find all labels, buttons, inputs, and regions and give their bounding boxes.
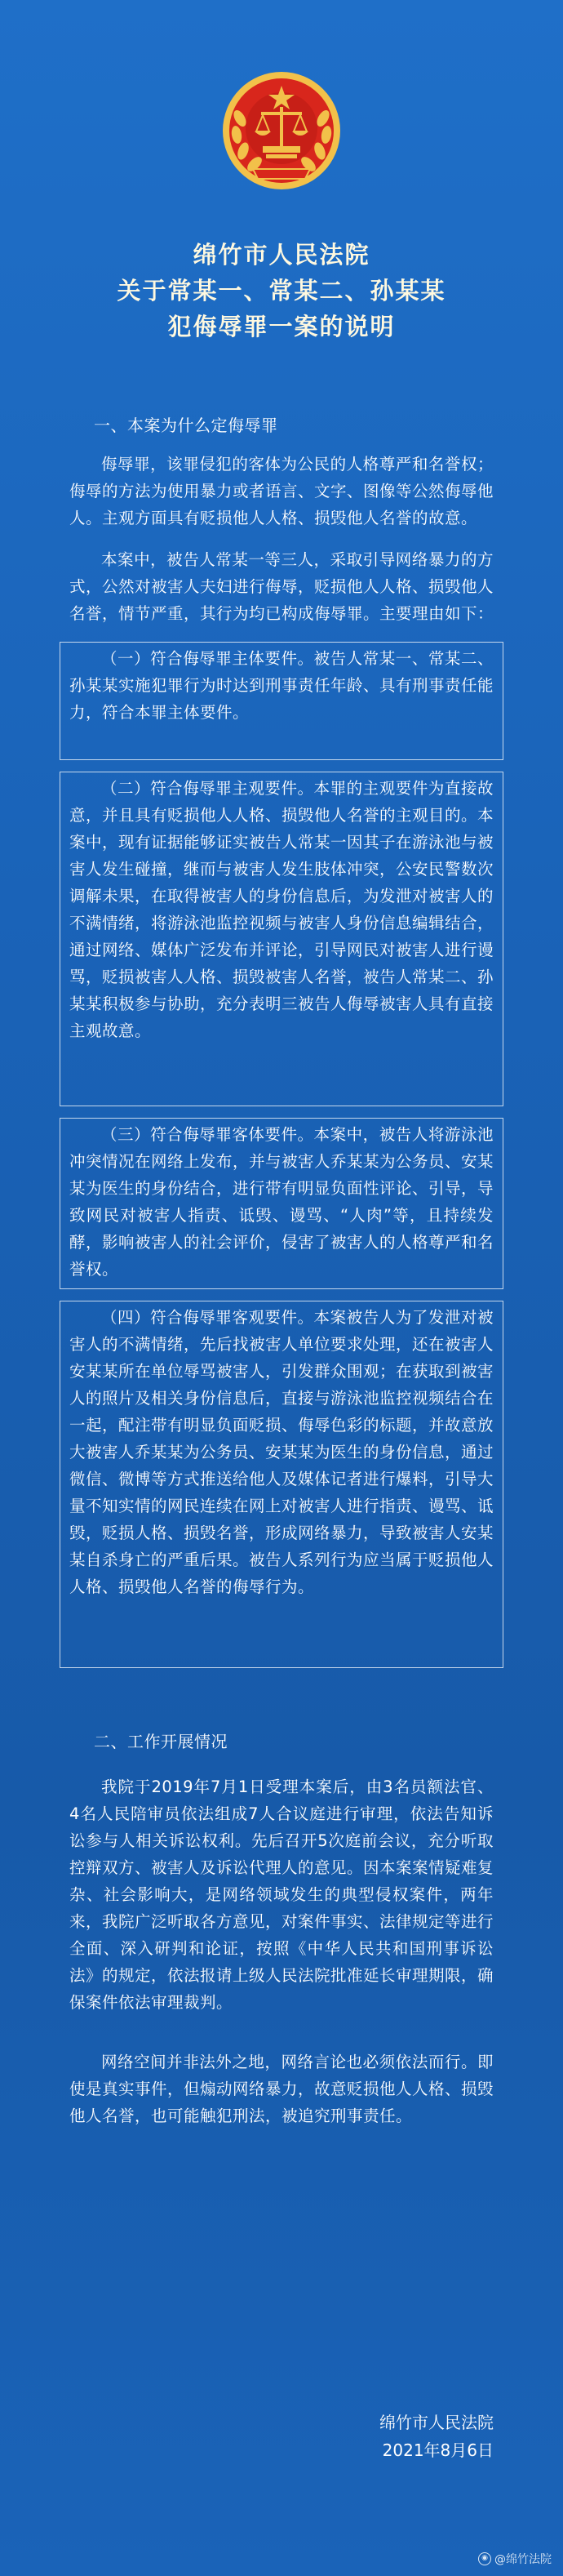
- section-1-para-2: 本案中，被告人常某一等三人，采取引导网络暴力的方式，公然对被害人夫妇进行侮辱，贬损他人人格、损毁他人名誉，情节严重，其行为均已构成侮辱罪。主要理由如下：: [69, 550, 494, 623]
- reason-item-3: （三）符合侮辱罪客体要件。本案中，被告人将游泳池冲突情况在网络上发布，并与被害人乔某某为公务员、安某某为医生的身份结合，进行带有明显负面性评论、引导，导致网民对被害人指责、诋毁、谩骂、“人肉”等，且持续发酵，影响被害人的社会评价，侵害了被害人的人格尊严和名誉权。: [69, 1125, 494, 1279]
- signature-date: 2021年8月6日: [382, 2440, 494, 2460]
- section-2-heading: 二、工作开展情况: [94, 1732, 228, 1751]
- section-2-para-1: 我院于2019年7月1日受理本案后，由3名员额法官、4名人民陪审员依法组成7人合议庭进行审理，依法告知诉讼参与人相关诉讼权利。先后召开5次庭前会议，充分听取控辩双方、被害人及诉讼代理人的意见。因本案案情疑难复杂、社会影响大，是网络领域发生的典型侵权案件，两年来，我院广泛听取各方意见，对案件事实、法律规定等进行全面、深入研判和论证，按照《中华人民共和国刑事诉讼法》的规定，依法报请上级人民法院批准延长审理期限，确保案件依法审理裁判。: [69, 1777, 494, 2012]
- title-line-1: 绵竹市人民法院: [193, 241, 370, 269]
- court-emblem-icon: [220, 69, 343, 192]
- reason-box-2: [60, 772, 503, 1106]
- signature-block: [379, 2409, 494, 2464]
- reason-box-1: [60, 642, 503, 760]
- weibo-icon: ◉: [478, 2552, 491, 2565]
- document-title: [0, 237, 563, 345]
- closing-statement: 网络空间并非法外之地，网络言论也必须依法而行。即使是真实事件，但煽动网络暴力，故意贬损他人人格、损毁他人名誉，也可能触犯刑法，被追究刑事责任。: [69, 2053, 494, 2125]
- title-line-2: 关于常某一、常某二、孙某某: [117, 277, 446, 305]
- reason-item-4: （四）符合侮辱罪客观要件。本案被告人为了发泄对被害人的不满情绪，先后找被害人单位要求处理，还在被害人安某某所在单位辱骂被害人，引发群众围观；在获取到被害人的照片及相关身份信息后，直接与游泳池监控视频结合在一起，配注带有明显负面贬损、侮辱色彩的标题，并故意放大被害人乔某某为公务员、安某某为医生的身份信息，通过微信、微博等方式推送给他人及媒体记者进行爆料，引导大量不知实情的网民连续在网上对被害人进行指责、谩骂、诋毁，贬损人格、损毁名誉，形成网络暴力，导致被害人安某某自杀身亡的严重后果。被告人系列行为应当属于贬损他人人格、损毁他人名誉的侮辱行为。: [69, 1308, 494, 1596]
- weibo-watermark: [478, 2551, 552, 2567]
- reason-box-3: [60, 1118, 503, 1289]
- reason-box-4: [60, 1301, 503, 1668]
- document-body: [69, 412, 494, 2144]
- section-1-para-1: 侮辱罪，该罪侵犯的客体为公民的人格尊严和名誉权；侮辱的方法为使用暴力或者语言、文字、图像等公然侮辱他人。主观方面具有贬损他人人格、损毁他人名誉的故意。: [69, 455, 494, 527]
- reason-item-1: （一）符合侮辱罪主体要件。被告人常某一、常某二、孙某某实施犯罪行为时达到刑事责任年龄、具有刑事责任能力，符合本罪主体要件。: [69, 649, 494, 722]
- watermark-text: @绵竹法院: [494, 2553, 552, 2566]
- section-1-heading: 一、本案为什么定侮辱罪: [94, 416, 278, 435]
- title-line-3: 犯侮辱罪一案的说明: [167, 313, 396, 340]
- signature-org: 绵竹市人民法院: [379, 2413, 494, 2432]
- reason-item-2: （二）符合侮辱罪主观要件。本罪的主观要件为直接故意，并且具有贬损他人人格、损毁他人名誉的主观目的。本案中，现有证据能够证实被告人常某一因其子在游泳池与被害人发生碰撞，继而与被害人发生肢体冲突，公安民警数次调解未果，在取得被害人的身份信息后，为发泄对被害人的不满情绪，将游泳池监控视频与被害人身份信息编辑结合，通过网络、媒体广泛发布并评论，引导网民对被害人进行谩骂，贬损被害人人格、损毁被害人名誉，被告人常某二、孙某某积极参与协助，充分表明三被告人侮辱被害人具有直接主观故意。: [69, 779, 494, 1040]
- emblem-container: [0, 69, 563, 192]
